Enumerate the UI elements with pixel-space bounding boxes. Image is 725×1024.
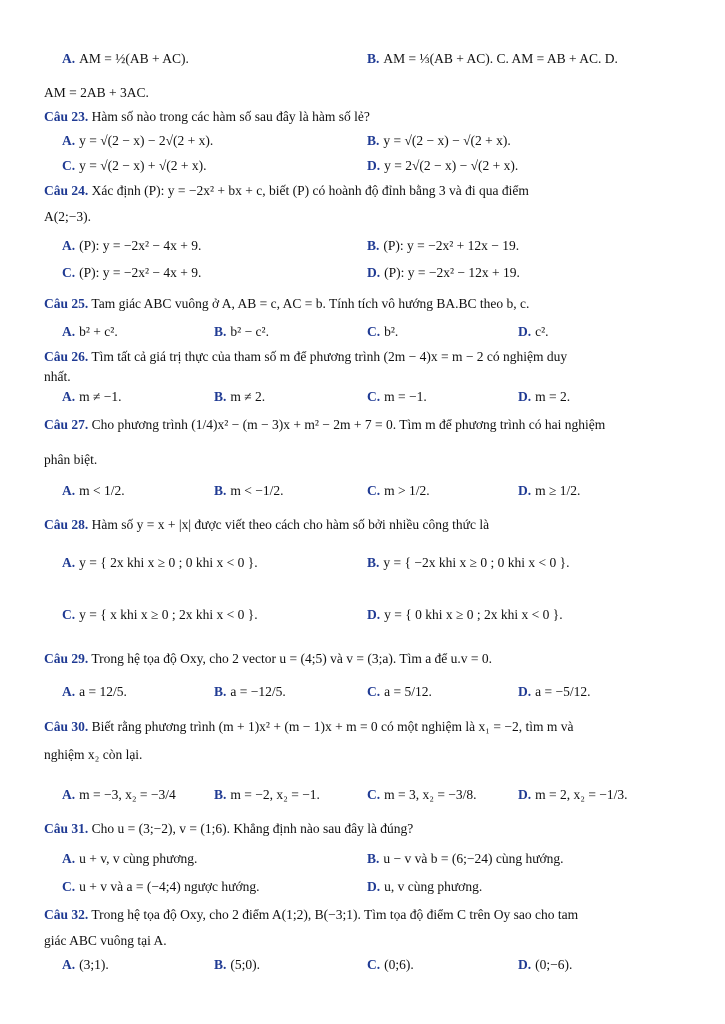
option-label: B. — [214, 483, 227, 498]
answer-option — [62, 482, 125, 500]
answer-option — [367, 878, 482, 896]
answer-option — [62, 323, 118, 341]
answer-option — [367, 956, 414, 974]
option-text: (P): y = −2x² + 12x − 19. — [383, 238, 520, 253]
option-label: A. — [62, 133, 76, 148]
answer-option — [62, 850, 197, 868]
answer-option — [62, 956, 109, 974]
question-text: Hàm số y = x + |x| được viết theo cách cho hàm số bởi nhiều công thức là — [88, 517, 490, 532]
question-line — [44, 650, 687, 668]
question-text: phân biệt. — [44, 452, 98, 467]
option-text: y = { 2x khi x ≥ 0 ; 0 khi x < 0 }. — [79, 555, 258, 570]
question-line — [44, 348, 687, 366]
text-line — [44, 451, 687, 469]
question-text: Hàm số nào trong các hàm số sau đây là hàm số lẻ? — [88, 109, 370, 124]
question-line — [44, 718, 687, 736]
text-line — [44, 746, 687, 764]
option-text: a = −12/5. — [230, 684, 286, 699]
answer-option — [62, 388, 122, 406]
answer-option — [518, 388, 570, 406]
option-text: AM = ½(AB + AC). — [79, 51, 189, 66]
option-label: A. — [62, 787, 76, 802]
option-text: m = 2, x₂ = −1/3. — [535, 787, 628, 802]
option-label: A. — [62, 483, 76, 498]
option-text: (P): y = −2x² − 12x + 19. — [384, 265, 520, 280]
answer-option — [214, 482, 284, 500]
question-number: Câu 28. — [44, 517, 89, 532]
option-label: A. — [62, 51, 76, 66]
option-text: a = −5/12. — [535, 684, 591, 699]
question-number: Câu 30. — [44, 719, 89, 734]
option-label: B. — [214, 684, 227, 699]
option-text: (0;6). — [384, 957, 414, 972]
option-label: D. — [367, 607, 381, 622]
answer-option — [62, 237, 201, 255]
option-label: A. — [62, 389, 76, 404]
option-label: C. — [62, 879, 76, 894]
option-label: C. — [367, 787, 381, 802]
answer-option — [214, 786, 320, 804]
answer-option — [518, 683, 590, 701]
question-number: Câu 25. — [44, 296, 89, 311]
option-text: m ≥ 1/2. — [535, 483, 581, 498]
answer-option — [62, 878, 259, 896]
option-text: u + v, v cùng phương. — [79, 851, 198, 866]
option-label: D. — [518, 684, 532, 699]
option-label: C. — [62, 265, 76, 280]
option-label: C. — [367, 483, 381, 498]
question-number: Câu 31. — [44, 821, 89, 836]
question-line — [44, 108, 687, 126]
answer-option — [518, 482, 580, 500]
option-label: A. — [62, 238, 76, 253]
answer-option — [62, 554, 258, 572]
option-label: B. — [367, 851, 380, 866]
option-label: A. — [62, 684, 76, 699]
option-text: c². — [535, 324, 549, 339]
question-line — [44, 295, 687, 313]
option-text: a = 5/12. — [384, 684, 432, 699]
answer-option — [367, 482, 430, 500]
text-line — [44, 84, 687, 102]
option-text: y = √(2 − x) − 2√(2 + x). — [79, 133, 214, 148]
option-text: m > 1/2. — [384, 483, 430, 498]
option-label: B. — [214, 957, 227, 972]
answer-option — [214, 323, 269, 341]
answer-option — [367, 850, 564, 868]
answer-option — [367, 157, 518, 175]
answer-option — [214, 388, 265, 406]
option-text: m = −3, x₂ = −3/4 — [79, 787, 176, 802]
question-text: nhất. — [44, 369, 71, 384]
option-label: D. — [518, 957, 532, 972]
option-text: (P): y = −2x² − 4x + 9. — [79, 238, 202, 253]
option-label: D. — [367, 158, 381, 173]
question-line — [44, 820, 687, 838]
option-label: A. — [62, 555, 76, 570]
option-label: D. — [518, 483, 532, 498]
option-text: b² − c². — [230, 324, 269, 339]
question-number: Câu 26. — [44, 349, 89, 364]
option-text: y = { −2x khi x ≥ 0 ; 0 khi x < 0 }. — [383, 555, 570, 570]
answer-option — [62, 132, 213, 150]
answer-option — [367, 683, 432, 701]
question-text: A(2;−3). — [44, 209, 91, 224]
question-text: Trong hệ tọa độ Oxy, cho 2 vector u = (4;5) và v = (3;a). Tìm a để u.v = 0. — [88, 651, 493, 666]
option-text: (0;−6). — [535, 957, 573, 972]
option-label: C. — [367, 684, 381, 699]
option-text: y = { x khi x ≥ 0 ; 2x khi x < 0 }. — [79, 607, 258, 622]
option-label: C. — [62, 158, 76, 173]
option-label: D. — [518, 389, 532, 404]
question-number: Câu 23. — [44, 109, 89, 124]
option-text: y = 2√(2 − x) − √(2 + x). — [384, 158, 519, 173]
option-label: B. — [367, 133, 380, 148]
option-label: A. — [62, 851, 76, 866]
option-text: u, v cùng phương. — [384, 879, 483, 894]
answer-option — [62, 157, 207, 175]
option-text: m < 1/2. — [79, 483, 125, 498]
question-number: Câu 29. — [44, 651, 89, 666]
question-line — [44, 182, 687, 200]
answer-option — [367, 323, 398, 341]
option-label: C. — [367, 389, 381, 404]
option-text: (P): y = −2x² − 4x + 9. — [79, 265, 202, 280]
answer-option — [214, 956, 260, 974]
answer-option — [367, 50, 618, 68]
text-line — [44, 932, 687, 950]
question-text: giác ABC vuông tại A. — [44, 933, 167, 948]
question-line — [44, 416, 687, 434]
option-label: D. — [518, 324, 532, 339]
option-label: C. — [62, 607, 76, 622]
text-line — [44, 208, 687, 226]
question-text: Cho phương trình (1/4)x² − (m − 3)x + m² − 2m + 7 = 0. Tìm m để phương trình có hai nghiệm — [88, 417, 606, 432]
option-text: AM = ⅓(AB + AC). C. AM = AB + AC. D. — [383, 51, 618, 66]
option-label: A. — [62, 957, 76, 972]
question-text: Biết rằng phương trình (m + 1)x² + (m − 1)x + m = 0 có một nghiệm là x₁ = −2, tìm m và — [88, 719, 574, 734]
option-text: y = { 0 khi x ≥ 0 ; 2x khi x < 0 }. — [384, 607, 563, 622]
answer-option — [367, 554, 569, 572]
option-text: m = 2. — [535, 389, 571, 404]
option-text: m ≠ 2. — [230, 389, 266, 404]
option-label: C. — [367, 957, 381, 972]
option-label: A. — [62, 324, 76, 339]
answer-option — [518, 786, 628, 804]
answer-option — [367, 388, 427, 406]
option-label: B. — [367, 238, 380, 253]
question-text: Trong hệ tọa độ Oxy, cho 2 điểm A(1;2), B(−3;1). Tìm tọa độ điểm C trên Oy sao cho tam — [88, 907, 579, 922]
answer-option — [367, 237, 519, 255]
option-text: b². — [384, 324, 399, 339]
answer-option — [62, 786, 176, 804]
answer-option — [62, 606, 258, 624]
option-text: b² + c². — [79, 324, 118, 339]
option-text: m = −1. — [384, 389, 427, 404]
question-number: Câu 27. — [44, 417, 89, 432]
option-text: u + v và a = (−4;4) ngược hướng. — [79, 879, 260, 894]
option-label: D. — [518, 787, 532, 802]
text-line — [44, 368, 687, 386]
question-line — [44, 906, 687, 924]
answer-option — [367, 786, 477, 804]
answer-option — [367, 264, 520, 282]
answer-option — [367, 132, 511, 150]
option-text: a = 12/5. — [79, 684, 127, 699]
question-text: AM = 2AB + 3AC. — [44, 85, 149, 100]
option-text: y = √(2 − x) − √(2 + x). — [383, 133, 511, 148]
answer-option — [367, 606, 563, 624]
answer-option — [62, 683, 127, 701]
question-text: Xác định (P): y = −2x² + bx + c, biết (P) có hoành độ đỉnh bằng 3 và đi qua điểm — [88, 183, 529, 198]
option-label: D. — [367, 265, 381, 280]
question-text: Cho u = (3;−2), v = (1;6). Khẳng định nào sau đây là đúng? — [88, 821, 414, 836]
question-number: Câu 24. — [44, 183, 89, 198]
option-text: u − v và b = (6;−24) cùng hướng. — [383, 851, 564, 866]
answer-option — [214, 683, 286, 701]
option-label: B. — [214, 787, 227, 802]
option-label: B. — [367, 555, 380, 570]
option-text: (3;1). — [79, 957, 109, 972]
option-label: C. — [367, 324, 381, 339]
option-label: B. — [214, 324, 227, 339]
question-text: nghiệm x₂ còn lại. — [44, 747, 143, 762]
question-text: Tam giác ABC vuông ở A, AB = c, AC = b. Tính tích vô hướng BA.BC theo b, c. — [88, 296, 530, 311]
option-text: m ≠ −1. — [79, 389, 122, 404]
question-text: Tìm tất cả giá trị thực của tham số m để phương trình (2m − 4)x = m − 2 có nghiệm duy — [88, 349, 568, 364]
answer-option — [518, 323, 549, 341]
answer-option — [62, 264, 201, 282]
option-text: y = √(2 − x) + √(2 + x). — [79, 158, 207, 173]
option-text: m = −2, x₂ = −1. — [230, 787, 320, 802]
option-text: (5;0). — [230, 957, 261, 972]
question-line — [44, 516, 687, 534]
option-text: m = 3, x₂ = −3/8. — [384, 787, 477, 802]
answer-option — [62, 50, 189, 68]
option-label: B. — [367, 51, 380, 66]
answer-option — [518, 956, 572, 974]
option-text: m < −1/2. — [230, 483, 284, 498]
question-number: Câu 32. — [44, 907, 89, 922]
option-label: B. — [214, 389, 227, 404]
option-label: D. — [367, 879, 381, 894]
